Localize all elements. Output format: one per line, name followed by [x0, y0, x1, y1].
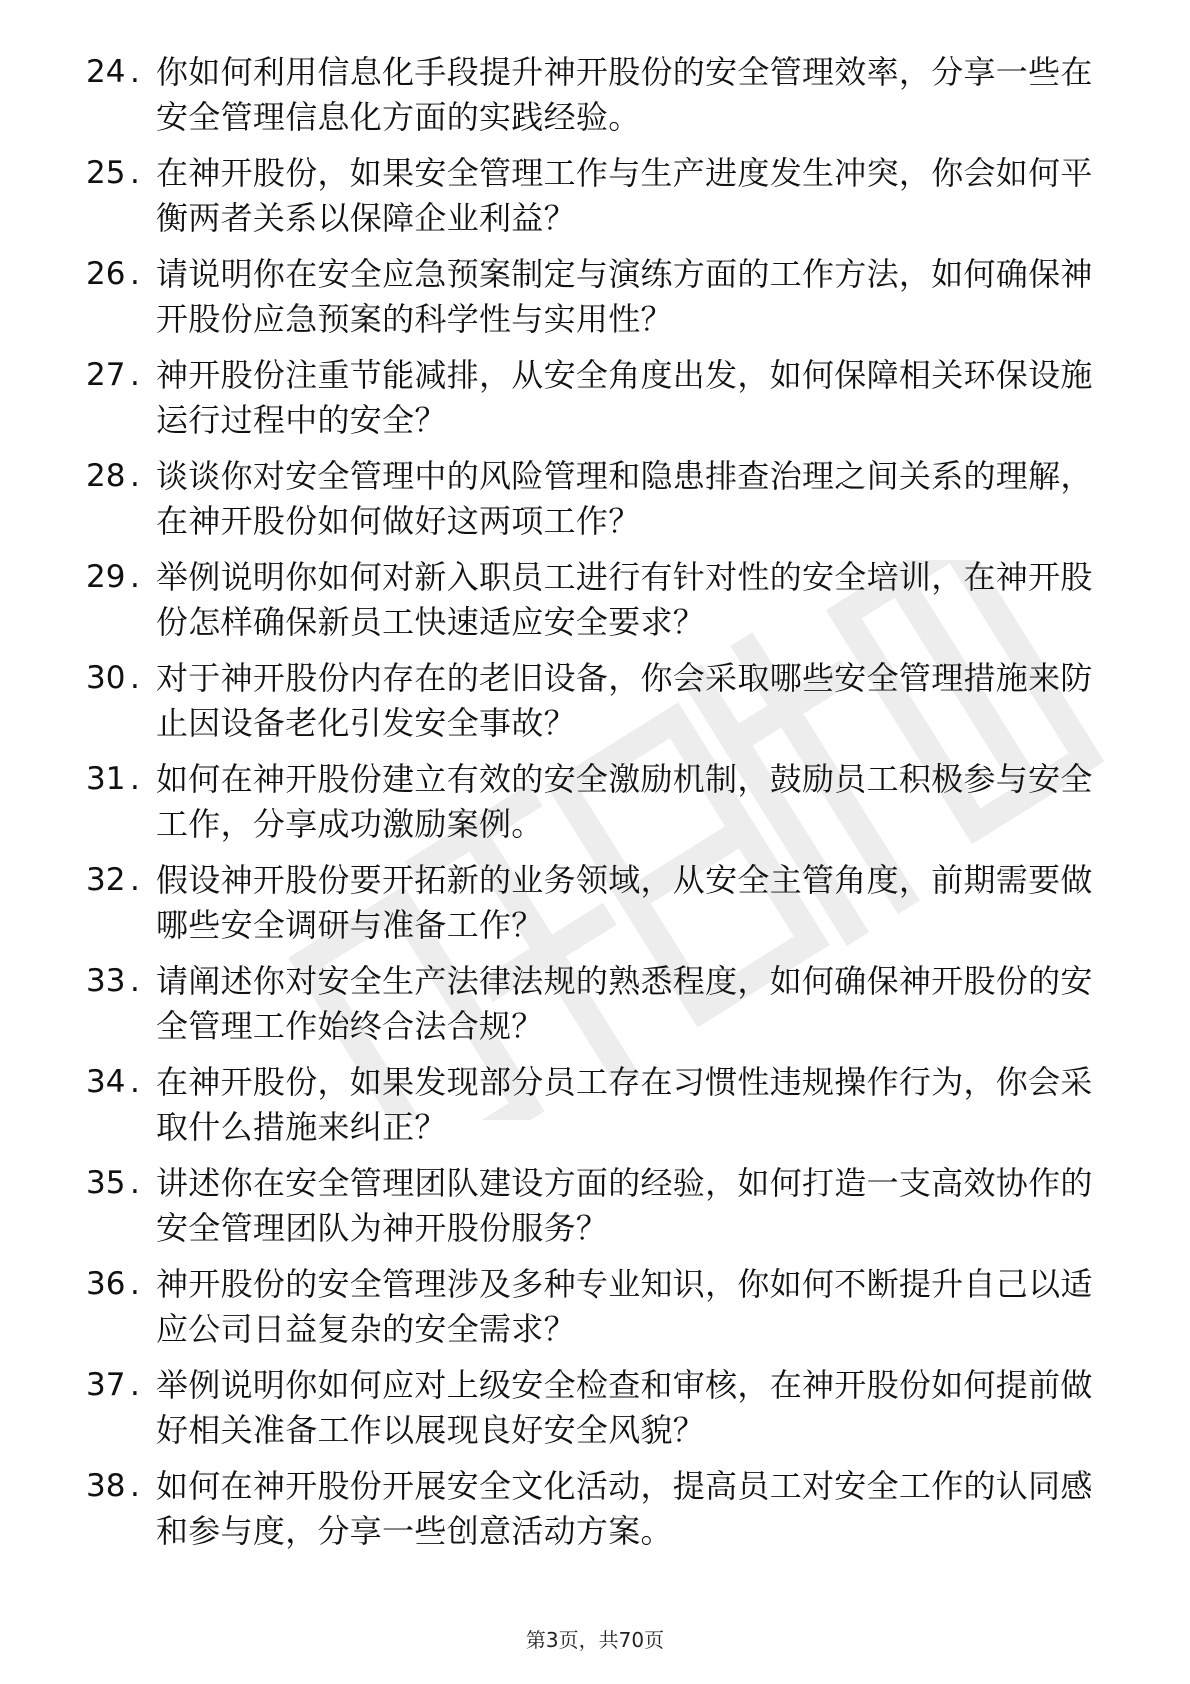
question-text: 神开股份的安全管理涉及多种专业知识，你如何不断提升自己以适应公司日益复杂的安全需求？: [156, 1265, 1093, 1348]
question-number: 35: [86, 1165, 126, 1201]
question-number: 31: [86, 761, 126, 797]
question-number-dot: .: [130, 458, 140, 494]
question-number-dot: .: [130, 862, 140, 898]
question-number-dot: .: [130, 559, 140, 595]
question-number: 33: [86, 963, 126, 999]
question-text: 如何在神开股份建立有效的安全激励机制，鼓励员工积极参与安全工作，分享成功激励案例。: [156, 760, 1093, 843]
question-item-27: [86, 353, 1116, 454]
question-text: 对于神开股份内存在的老旧设备，你会采取哪些安全管理措施来防止因设备老化引发安全事故？: [156, 659, 1093, 742]
question-item-25: [86, 151, 1116, 252]
question-number-dot: .: [130, 1367, 140, 1403]
question-number: 32: [86, 862, 126, 898]
question-number: 27: [86, 357, 126, 393]
question-number-dot: .: [130, 761, 140, 797]
question-number: 38: [86, 1468, 126, 1504]
question-text: 请阐述你对安全生产法律法规的熟悉程度，如何确保神开股份的安全管理工作始终合法合规？: [156, 962, 1093, 1045]
question-number-dot: .: [130, 1468, 140, 1504]
question-number: 29: [86, 559, 126, 595]
question-item-38: [86, 1464, 1116, 1565]
question-number: 26: [86, 256, 126, 292]
question-item-33: [86, 959, 1116, 1060]
question-text: 在神开股份，如果安全管理工作与生产进度发生冲突，你会如何平衡两者关系以保障企业利益？: [156, 154, 1093, 237]
question-number-dot: .: [130, 963, 140, 999]
question-item-26: [86, 252, 1116, 353]
question-number: 36: [86, 1266, 126, 1302]
question-item-24: [86, 50, 1116, 151]
question-number-dot: .: [130, 1266, 140, 1302]
question-text: 假设神开股份要开拓新的业务领域，从安全主管角度，前期需要做哪些安全调研与准备工作？: [156, 861, 1093, 944]
question-item-30: [86, 656, 1116, 757]
question-item-36: [86, 1262, 1116, 1363]
question-item-37: [86, 1363, 1116, 1464]
question-text: 你如何利用信息化手段提升神开股份的安全管理效率，分享一些在安全管理信息化方面的实践经验。: [156, 53, 1093, 136]
question-number: 24: [86, 54, 126, 90]
question-number-dot: .: [130, 660, 140, 696]
question-number: 30: [86, 660, 126, 696]
question-item-32: [86, 858, 1116, 959]
question-number: 25: [86, 155, 126, 191]
question-number-dot: .: [130, 1064, 140, 1100]
question-number-dot: .: [130, 155, 140, 191]
question-list: [86, 50, 1116, 1565]
question-text: 讲述你在安全管理团队建设方面的经验，如何打造一支高效协作的安全管理团队为神开股份服务？: [156, 1164, 1093, 1247]
question-text: 举例说明你如何应对上级安全检查和审核，在神开股份如何提前做好相关准备工作以展现良好安全风貌？: [156, 1366, 1093, 1449]
question-item-35: [86, 1161, 1116, 1262]
question-item-31: [86, 757, 1116, 858]
question-text: 请说明你在安全应急预案制定与演练方面的工作方法，如何确保神开股份应急预案的科学性与实用性？: [156, 255, 1093, 338]
question-number: 37: [86, 1367, 126, 1403]
question-text: 如何在神开股份开展安全文化活动，提高员工对安全工作的认同感和参与度，分享一些创意活动方案。: [156, 1467, 1093, 1550]
question-item-28: [86, 454, 1116, 555]
question-number: 28: [86, 458, 126, 494]
question-text: 在神开股份，如果发现部分员工存在习惯性违规操作行为，你会采取什么措施来纠正？: [156, 1063, 1093, 1146]
question-number-dot: .: [130, 357, 140, 393]
question-text: 神开股份注重节能减排，从安全角度出发，如何保障相关环保设施运行过程中的安全？: [156, 356, 1093, 439]
question-text: 谈谈你对安全管理中的风险管理和隐患排查治理之间关系的理解，在神开股份如何做好这两项工作？: [156, 457, 1093, 540]
question-item-29: [86, 555, 1116, 656]
question-item-34: [86, 1060, 1116, 1161]
question-number: 34: [86, 1064, 126, 1100]
question-text: 举例说明你如何对新入职员工进行有针对性的安全培训，在神开股份怎样确保新员工快速适应安全要求？: [156, 558, 1093, 641]
question-number-dot: .: [130, 1165, 140, 1201]
page-number-footer: 第3页，共70页: [525, 1628, 665, 1652]
question-number-dot: .: [130, 54, 140, 90]
question-number-dot: .: [130, 256, 140, 292]
